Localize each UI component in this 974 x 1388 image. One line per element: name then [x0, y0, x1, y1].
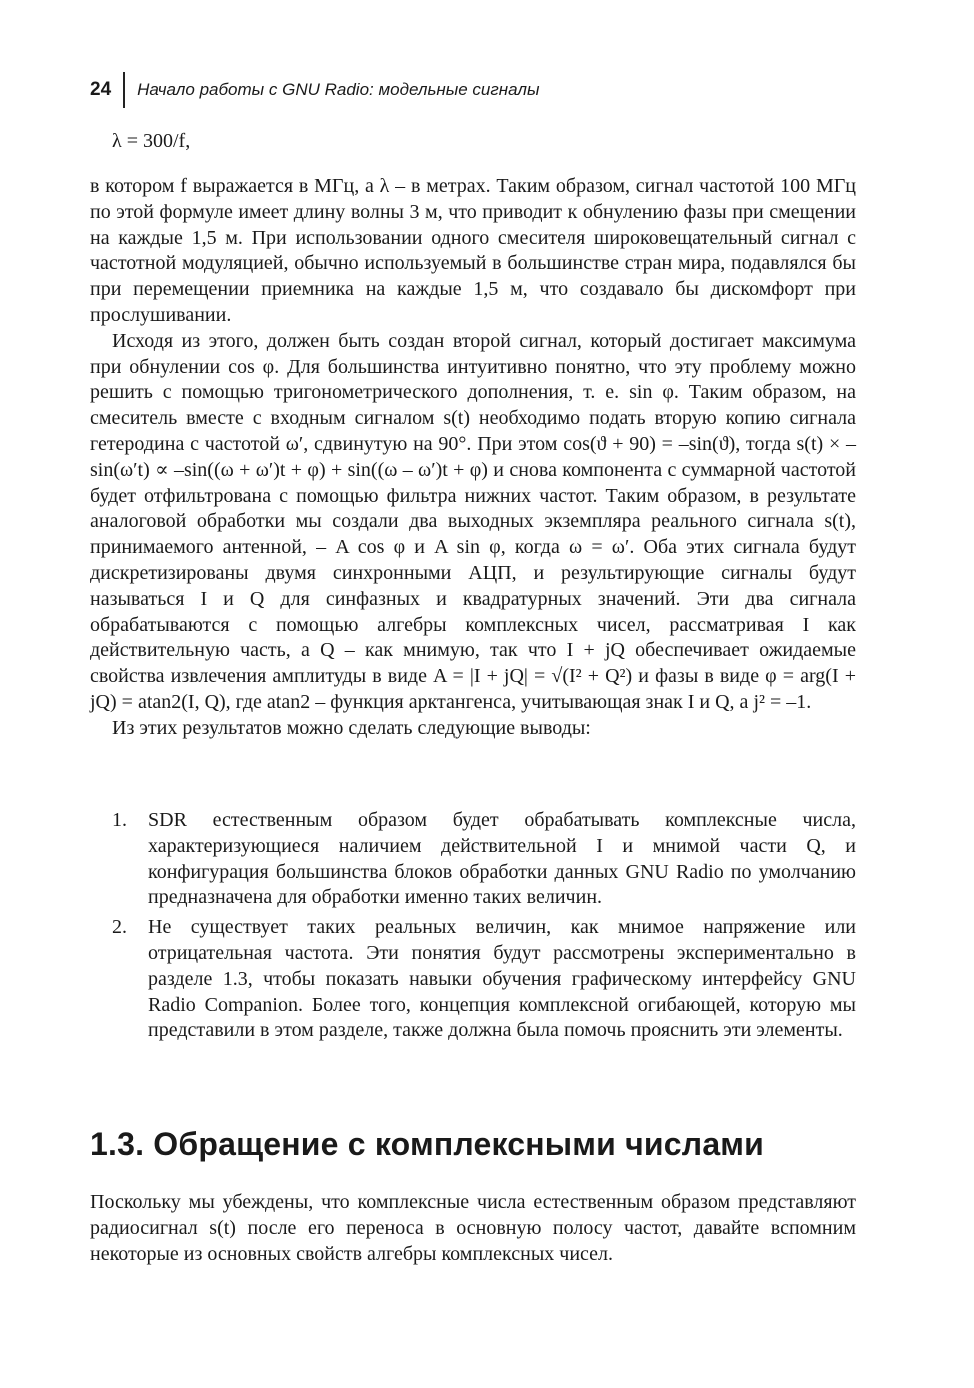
running-title: Начало работы с GNU Radio: модельные сигналы — [137, 80, 540, 99]
conclusions-list — [90, 808, 856, 1048]
section-paragraph: Поскольку мы убеждены, что комплексные числа естественным образом представляют радиосигнал s(t) после его переноса в основную полосу частот, давайте вспомним некоторые из основных свойств алгебры комплексных чисел. — [90, 1191, 856, 1265]
paragraph-3: Из этих результатов можно сделать следующие выводы: — [112, 716, 591, 739]
header-divider — [123, 72, 125, 108]
list-item-number: 1. — [112, 809, 127, 831]
main-text — [90, 174, 856, 742]
list-item-number: 2. — [112, 916, 127, 939]
section-text — [90, 1190, 856, 1267]
list-item — [90, 808, 856, 911]
page-number: 24 — [90, 79, 112, 100]
paragraph-1: в котором f выражается в МГц, а λ – в метрах. Таким образом, сигнал частотой 100 МГц по этой формуле имеет длину волны 3 м, что приводит к обнулению фазы при смещении на каждые 1,5 м. При использовании одного смесителя широковещательный сигнал с частотной модуляцией, обычно используемый в большинстве стран мира, подавлялся бы при перемещении приемника на каждые 1,5 м, что создавало бы дискомфорт при прослушивании. — [90, 175, 856, 326]
section-heading: 1.3. Обращение с комплексными числами — [90, 1126, 765, 1162]
list-item-text: Не существует таких реальных величин, как мнимое напряжение или отрицательная частота. Эти понятия будут рассмотрены экспериментально в разделе 1.3, чтобы показать навыки обучения графическому интерфейсу GNU Radio Companion. Более того, концепция комплексной огибающей, которую мы представили в этом разделе, также должна была помочь прояснить эти элементы. — [148, 916, 856, 1042]
list-item-text: SDR естественным образом будет обрабатывать комплексные числа, характеризующиеся наличием действительной I и мнимой части Q, и конфигурация большинства блоков обработки данных GNU Radio по умолчанию предназначена для обработки именно таких величин. — [148, 809, 856, 909]
list-item — [90, 915, 856, 1044]
wavelength-formula: λ = 300/f, — [112, 130, 191, 152]
page-header — [90, 72, 540, 108]
paragraph-2: Исходя из этого, должен быть создан второй сигнал, который достигает максимума при обнулении cos φ. Для большинства интуитивно понятно, что эту проблему можно решить с помощью тригонометрического дополнения, т. е. sin φ. Таким образом, на смеситель вместе с входным сигналом s(t) необходимо подать вторую копию сигнала гетеродина с частотой ω′, сдвинутую на 90°. При этом cos(ϑ + 90) = –sin(ϑ), тогда s(t) × –sin(ω′t) ∝ –sin((ω + ω′)t + φ) + sin((ω – ω′)t + φ) и снова компонента с суммарной частотой будет отфильтрована с помощью фильтра нижних частот. Таким образом, в результате аналоговой обработки мы создали два выходных экземпляра реального сигнала s(t), принимаемого антенной, – A cos φ и A sin φ, когда ω = ω′. Оба этих сигнала будут дискретизированы двумя синхронными АЦП, и результирующие сигналы будут называться I и Q для синфазных и квадратурных значений. Эти два сигнала обрабатываются с помощью алгебры комплексных чисел, рассматривая I как действительную часть, а Q – как мнимую, так что I + jQ обеспечивает ожидаемые свойства извлечения амплитуды в виде A = |I + jQ| = √(I² + Q²) и фазы в виде φ = arg(I + jQ) = atan2(I, Q), где atan2 – функция арктангенса, учитывающая знак I и Q, а j² = –1. — [90, 329, 856, 713]
